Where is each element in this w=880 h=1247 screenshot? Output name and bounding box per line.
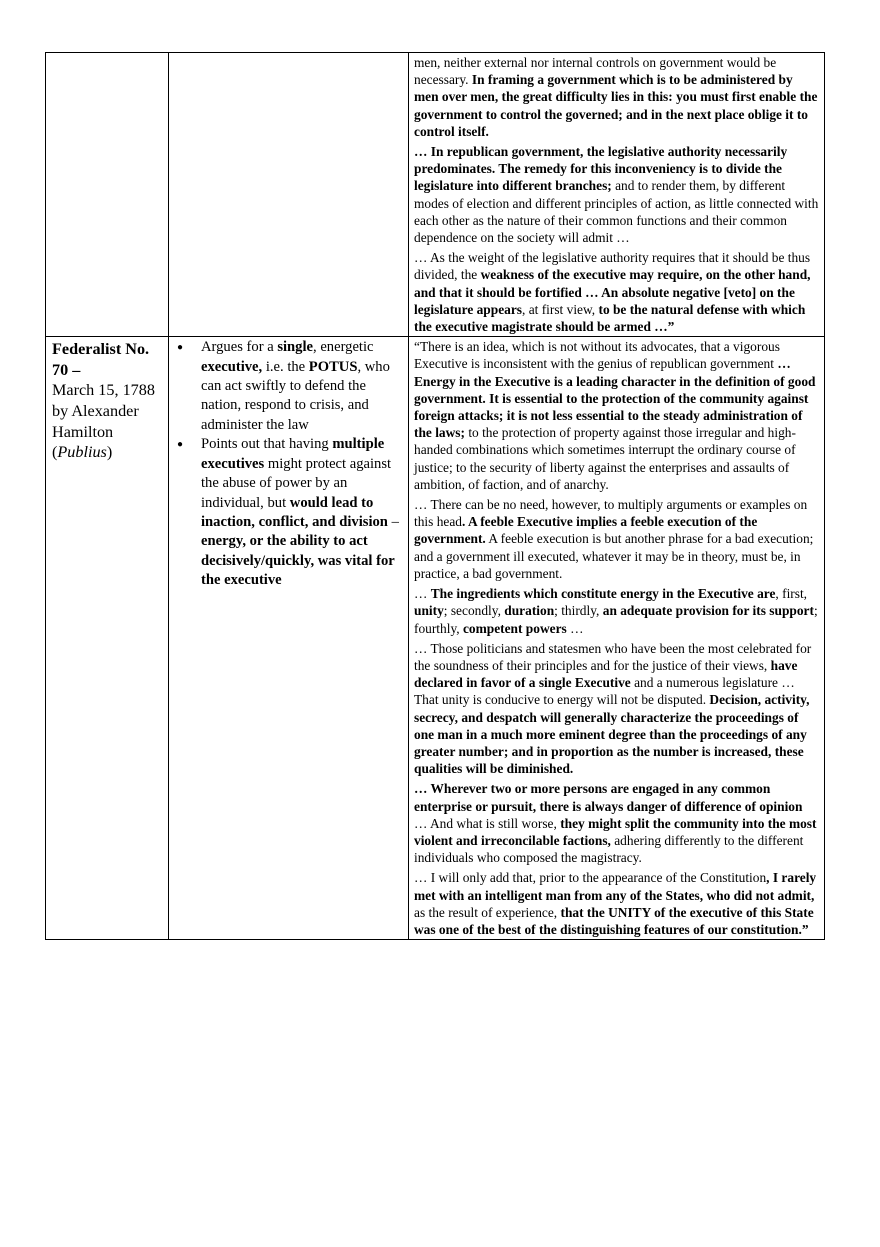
cell-quote-continuation [409, 53, 825, 337]
text-run: Decision, activity, secrecy, and despatch will generally characterize the proceedings of one man in a much more eminent degree than the proceedings of any greater number; and in proportion as the number is increased, these qualities will be diminished. [414, 692, 810, 777]
text-run: … [414, 586, 431, 602]
cell-summary-empty [169, 53, 409, 337]
bullet-dot-icon: ● [177, 342, 184, 354]
text-run: … Those politicians and statesmen who have been the most celebrated for the soundness of their principles and for the justice of their views, [414, 640, 812, 673]
text-run: Points out that having [201, 436, 333, 453]
text-run: might protect against the abuse of power by an individual, but [201, 455, 392, 511]
text-run: . A feeble Executive implies a feeble execution of the government. [414, 514, 758, 547]
text-run: In framing a government which is to be administered by men over men, the great difficulty lies in this: you must first enable the government to control the governed; and in the next place oblige it to control itself. [414, 72, 818, 139]
cell-quote [409, 337, 825, 940]
text-run: unity [414, 603, 444, 619]
text-run: to be the natural defense with which the executive magistrate should be armed …” [414, 301, 806, 335]
table-row-continuation [46, 53, 825, 337]
text-run: … In republican government, the legislative authority necessarily predominates. The remedy for this inconveniency is to divide the legislature into different branches; [414, 144, 788, 194]
quote-paragraph [414, 496, 819, 582]
text-run: duration [504, 603, 555, 619]
text-run: A feeble execution is but another phrase for a bad execution; and a government ill executed, whatever it may be in theory, must be, in practice, a bad government. [414, 531, 814, 581]
pseudonym: Publius [57, 443, 107, 462]
document-date-author: March 15, 1788 by Alexander Hamilton [52, 381, 155, 441]
text-run: competent powers [462, 620, 567, 636]
text-run: , at first view, [522, 301, 599, 317]
quote-federalist-70 [409, 337, 824, 939]
text-run: ; fourthly, [414, 603, 818, 636]
text-run: and a numerous legislature … That unity is conducive to energy will not be disputed. [414, 675, 795, 708]
text-run: they might split the community into the most violent and irreconcilable factions, [414, 815, 817, 848]
quote-paragraph [414, 143, 819, 246]
text-run: … As the weight of the legislative authority requires that it should be thus divided, the [414, 250, 811, 283]
bullet-text [201, 338, 404, 435]
pseudonym-close: ) [106, 443, 113, 462]
cell-document-empty [46, 53, 169, 337]
text-run: … Wherever two or more persons are engaged in any common enterprise or pursuit, there is always danger of difference of opinion [414, 781, 803, 814]
quote-paragraph [414, 249, 819, 335]
text-run: to the protection of property against those irregular and high-handed combinations which sometimes interrupt the ordinary course of justice; to the security of liberty against the enterprises and assaults of ambition, of faction, and of anarchy. [414, 425, 796, 492]
text-run: have declared in favor of a single Executive [414, 657, 798, 691]
bullet-item [177, 435, 404, 590]
bullet-item [177, 338, 404, 435]
quote-paragraph [414, 780, 819, 866]
text-run: executive, [201, 358, 263, 375]
text-run: multiple executives [201, 436, 385, 472]
text-run: ; thirdly, [554, 603, 603, 619]
text-run: … [566, 620, 584, 636]
text-run: adhering differently to the different individuals who composed the magistracy. [414, 832, 804, 866]
text-run: – [387, 513, 399, 530]
document-title: Federalist No. 70 – [52, 340, 150, 379]
text-run: as the result of experience, [414, 904, 561, 920]
bullet-dot-icon: ● [177, 439, 184, 451]
quote-paragraph [414, 869, 819, 938]
text-run: The ingredients which constitute energy in the Executive are [430, 586, 776, 602]
quote-continuation [409, 53, 824, 336]
text-run: … I will only add that, prior to the appearance of the Constitution [414, 870, 767, 886]
summary-bullets [169, 337, 408, 590]
text-run: … There can be no need, however, to multiply arguments or examples on this head [414, 497, 808, 530]
cell-summary [169, 337, 409, 940]
text-run: … And what is still worse, [414, 815, 561, 831]
text-run: Argues for a [201, 339, 278, 356]
text-run: POTUS [308, 358, 358, 375]
text-run: men, neither external nor internal controls on government would be necessary. [414, 55, 777, 88]
bullet-text [201, 435, 404, 590]
quote-paragraph [414, 54, 819, 140]
text-run: ; secondly, [443, 603, 505, 619]
text-run: that the UNITY of the executive of this State was one of the best of the distinguishing features of our constitution.” [414, 904, 814, 937]
quote-paragraph [414, 640, 819, 778]
text-run: , first, [775, 586, 808, 602]
text-run: and to render them, by different modes of election and different principles of action, as little connected with each other as the nature of their common functions and their common dependence on the society will admit … [414, 178, 819, 246]
text-run: energy, or the ability to act decisively/quickly, was vital for the executive [201, 533, 395, 589]
text-run: weakness of the executive may require, on the other hand, and that it should be fortified … An absolute negative [veto] on the legislature appears [414, 267, 811, 317]
text-run: , who can act swiftly to defend the nation, respond to crisis, and administer the law [201, 358, 390, 433]
text-run: … Energy in the Executive is a leading character in the definition of good government. It is essential to the protection of the community against foreign attacks; it is not less essential to the steady administration of the laws; [414, 356, 816, 441]
text-run: , I rarely met with an intelligent man from any of the States, who did not admit, [414, 870, 817, 903]
federalist-table [45, 52, 825, 940]
text-run: an adequate provision for its support [602, 603, 814, 619]
text-run: single [277, 339, 314, 356]
quote-paragraph [414, 338, 819, 493]
text-run: , energetic [313, 339, 374, 356]
text-run: i.e. the [262, 358, 309, 375]
table-row-federalist-70 [46, 337, 825, 940]
cell-document-title [46, 337, 169, 940]
text-run: “There is an idea, which is not without its advocates, that a vigorous Executive is inconsistent with the genius of republican government [414, 339, 780, 372]
text-run: would lead to inaction, conflict, and division [201, 494, 388, 530]
pseudonym-open: ( [52, 443, 58, 462]
quote-paragraph [414, 585, 819, 637]
